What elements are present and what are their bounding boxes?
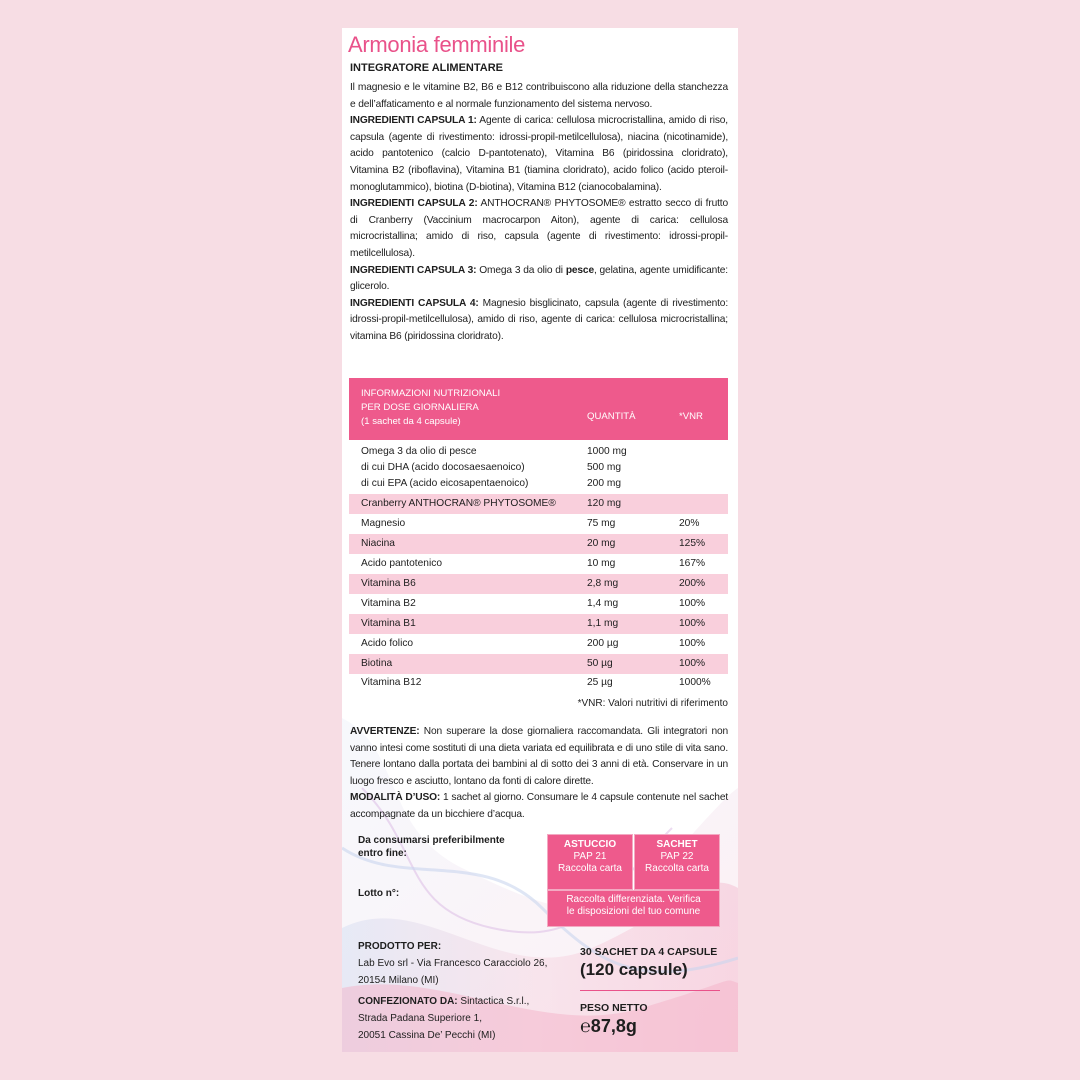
sachet-count: 30 SACHET DA 4 CAPSULE [580, 946, 718, 958]
recycling-box-carton: ASTUCCIO PAP 21 Raccolta carta [547, 834, 633, 890]
nutrition-header-label: INFORMAZIONI NUTRIZIONALI PER DOSE GIORNALIERA (1 sachet da 4 capsule) [361, 388, 501, 427]
column-quantity-header: QUANTITÀ [587, 411, 636, 422]
table-row: Magnesio 75 mg 20% [361, 518, 700, 529]
ingredients-capsule-1: INGREDIENTI CAPSULA 1: Agente di carica: cellulosa microcristallina, amido di riso, capsula (agente di rivestimento: idrossi-propil-metilcellulosa), niacina (nicotinamide), acido pantotenico (calcio D-pantotenato), Vitamina B6 (piridossina cloridrato), Vitamina B2 (riboflavina), Vitamina B1 (tiamina cloridrato), acido folico (acido pteroil-monoglutammico), biotina (D-biotina), Vitamina B12 (cianocobalamina). [350, 115, 728, 193]
ingredients-capsule-2: INGREDIENTI CAPSULA 2: ANTHOCRAN® PHYTOSOME® estratto secco di frutto di Cranberry (Vaccinium macrocarpon Aiton), agente di carica: cellulosa microcristallina; amido di riso, capsula (agente di rivestimento: idrossi-propil-metilcellulosa). [350, 198, 728, 259]
lot-number-label: Lotto n°: [358, 888, 400, 899]
table-row-omega3: Omega 3 da olio di pesce di cui DHA (acido docosaesaenoico) di cui EPA (acido eicosapentaenoico) 1000 mg 500 mg 200 mg [361, 446, 627, 489]
usage-text: MODALITÀ D’USO: 1 sachet al giorno. Consumare le 4 capsule contenute nel sachet accompagnate da un bicchiere d’acqua. [350, 792, 729, 820]
nutrition-table [349, 378, 728, 692]
table-row: Biotina 50 µg 100% [349, 654, 728, 674]
table-row: Cranberry ANTHOCRAN® PHYTOSOME® 120 mg [349, 494, 728, 514]
table-row: Acido folico 200 µg 100% [361, 638, 706, 649]
net-weight: PESO NETTO ℮87,8g [580, 1002, 648, 1036]
vnr-footnote: *VNR: Valori nutritivi di riferimento [577, 698, 728, 709]
warnings-text: AVVERTENZE: Non superare la dose giornaliera raccomandata. Gli integratori non vanno intesi come sostituti di una dieta variata ed equilibrata e di uno stile di vita sano. Tenere lontano dalla portata dei bambini al di sotto dei 3 anni di età. Conservare in un luogo fresco e asciutto, lontano da fonti di calore dirette. [350, 726, 728, 787]
producer-info: PRODOTTO PER: Lab Evo srl - Via Francesco Caracciolo 26, 20154 Milano (MI) CONFEZIONATO DA: Sintactica S.r.l., Strada Padana Superiore 1, 20051 Cassina De’ Pecchi (MI) [358, 941, 548, 1041]
package-contents [580, 946, 730, 980]
product-subtitle: INTEGRATORE ALIMENTARE [350, 62, 503, 74]
ingredients-capsule-3: INGREDIENTI CAPSULA 3: Omega 3 da olio di pesce, gelatina, agente umidificante: glicerolo. [350, 264, 728, 293]
table-row: Vitamina B12 25 µg 1000% [361, 677, 711, 688]
divider [580, 990, 720, 991]
column-vnr-header: *VNR [679, 411, 703, 422]
ingredients-capsule-4: INGREDIENTI CAPSULA 4: Magnesio bisglicinato, capsula (agente di rivestimento: idrossi-propil-metilcellulosa), amido di riso, agente di carica: cellulosa microcristallina; vitamina B6 (piridossina cloridrato). [350, 297, 728, 342]
product-title: Armonia femminile [348, 32, 526, 57]
warnings-section [350, 724, 728, 824]
nutrition-table-header [349, 378, 728, 440]
ingredients-section [350, 80, 728, 346]
expiry-label: Da consumarsi preferibilmente entro fine: [358, 835, 505, 859]
label-panel [342, 28, 738, 1052]
health-claim: Il magnesio e le vitamine B2, B6 e B12 contribuiscono alla riduzione della stanchezza e dell’affaticamento e al normale funzionamento del sistema nervoso. [350, 82, 728, 110]
recycling-note-box: Raccolta differenziata. Verifica le disposizioni del tuo comune [547, 890, 720, 927]
table-row: Vitamina B1 1,1 mg 100% [349, 614, 728, 634]
table-row: Vitamina B6 2,8 mg 200% [349, 574, 728, 594]
capsule-count: (120 capsule) [580, 960, 688, 979]
table-row: Vitamina B2 1,4 mg 100% [361, 598, 706, 609]
table-row: Niacina 20 mg 125% [349, 534, 728, 554]
table-row: Acido pantotenico 10 mg 167% [361, 558, 706, 569]
recycling-box-sachet: SACHET PAP 22 Raccolta carta [634, 834, 720, 890]
